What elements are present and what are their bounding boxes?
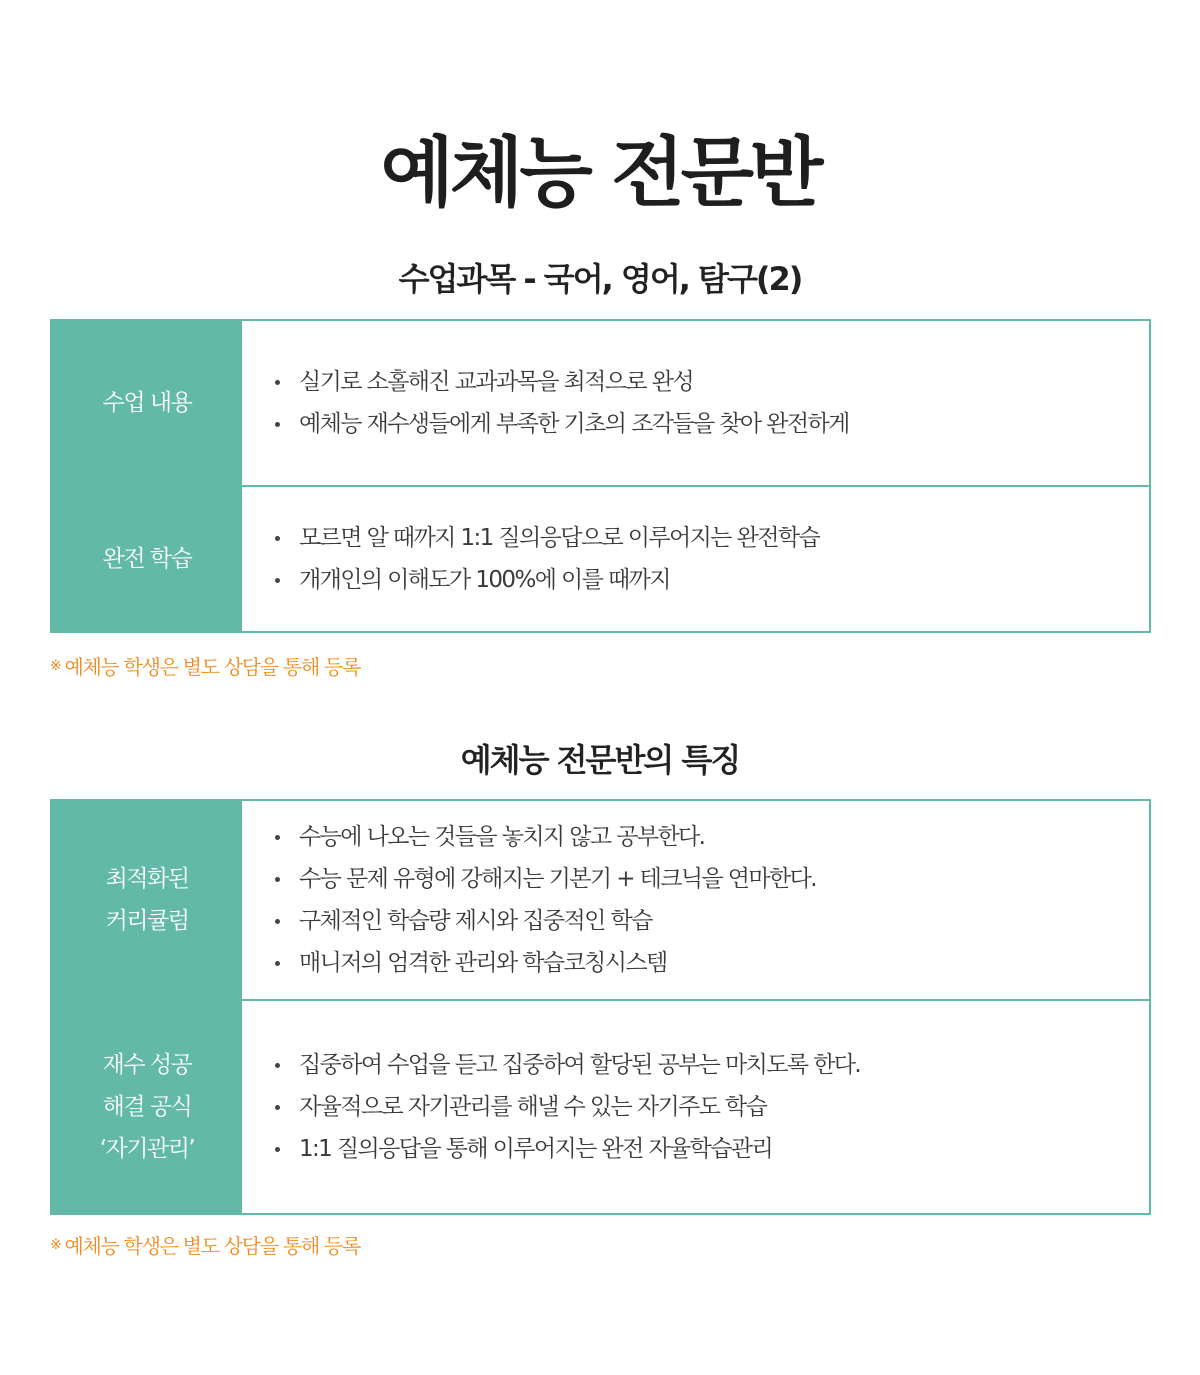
section-title-features: 예체능 전문반의 특징	[460, 741, 740, 779]
row-header-label: 완전 학습	[102, 546, 192, 572]
table-row	[52, 801, 1149, 999]
page-title: 예체능 전문반	[380, 128, 820, 217]
list-item: 예체능 재수생들에게 부족한 기초의 조각들을 찾아 완전하게	[272, 403, 1149, 445]
table-row	[52, 999, 1149, 1213]
registration-note	[50, 651, 360, 680]
list-item: 집중하여 수업을 듣고 집중하여 할당된 공부는 마치도록 한다.	[272, 1044, 1149, 1086]
note-mark-icon: ※	[50, 657, 61, 674]
list-item: 수능에 나오는 것들을 놓치지 않고 공부한다.	[272, 816, 1149, 858]
row-header	[52, 801, 242, 999]
row-header-label: 재수 성공	[102, 1052, 192, 1078]
row-content	[242, 1001, 1149, 1213]
row-header-label: 해결 공식	[102, 1094, 192, 1120]
row-header	[52, 487, 242, 631]
list-item: 매니저의 엄격한 관리와 학습코칭시스템	[272, 942, 1149, 984]
row-content	[242, 801, 1149, 999]
note-mark-icon: ※	[50, 1236, 61, 1253]
list-item: 자율적으로 자기관리를 해낼 수 있는 자기주도 학습	[272, 1086, 1149, 1128]
row-content	[242, 321, 1149, 485]
row-header-label: ‘자기관리’	[99, 1136, 195, 1162]
list-item: 실기로 소홀해진 교과과목을 최적으로 완성	[272, 361, 1149, 403]
features-table	[50, 799, 1151, 1215]
row-header-label: 커리큘럼	[105, 908, 189, 934]
list-item: 개개인의 이해도가 100%에 이를 때까지	[272, 559, 1149, 601]
list-item: 수능 문제 유형에 강해지는 기본기 + 테크닉을 연마한다.	[272, 858, 1149, 900]
note-text: 예체능 학생은 별도 상담을 통해 등록	[64, 655, 361, 679]
section-title-subjects: 수업과목 - 국어, 영어, 탐구(2)	[398, 260, 802, 298]
table-row	[52, 321, 1149, 485]
row-header-label: 수업 내용	[102, 390, 192, 416]
row-header	[52, 321, 242, 485]
registration-note	[50, 1230, 360, 1259]
row-header	[52, 1001, 242, 1213]
row-content	[242, 487, 1149, 631]
list-item: 모르면 알 때까지 1:1 질의응답으로 이루어지는 완전학습	[272, 517, 1149, 559]
row-header-label: 최적화된	[105, 866, 189, 892]
table-row	[52, 485, 1149, 631]
list-item: 1:1 질의응답을 통해 이루어지는 완전 자율학습관리	[272, 1128, 1149, 1170]
subjects-table	[50, 319, 1151, 633]
list-item: 구체적인 학습량 제시와 집중적인 학습	[272, 900, 1149, 942]
note-text: 예체능 학생은 별도 상담을 통해 등록	[64, 1234, 361, 1258]
